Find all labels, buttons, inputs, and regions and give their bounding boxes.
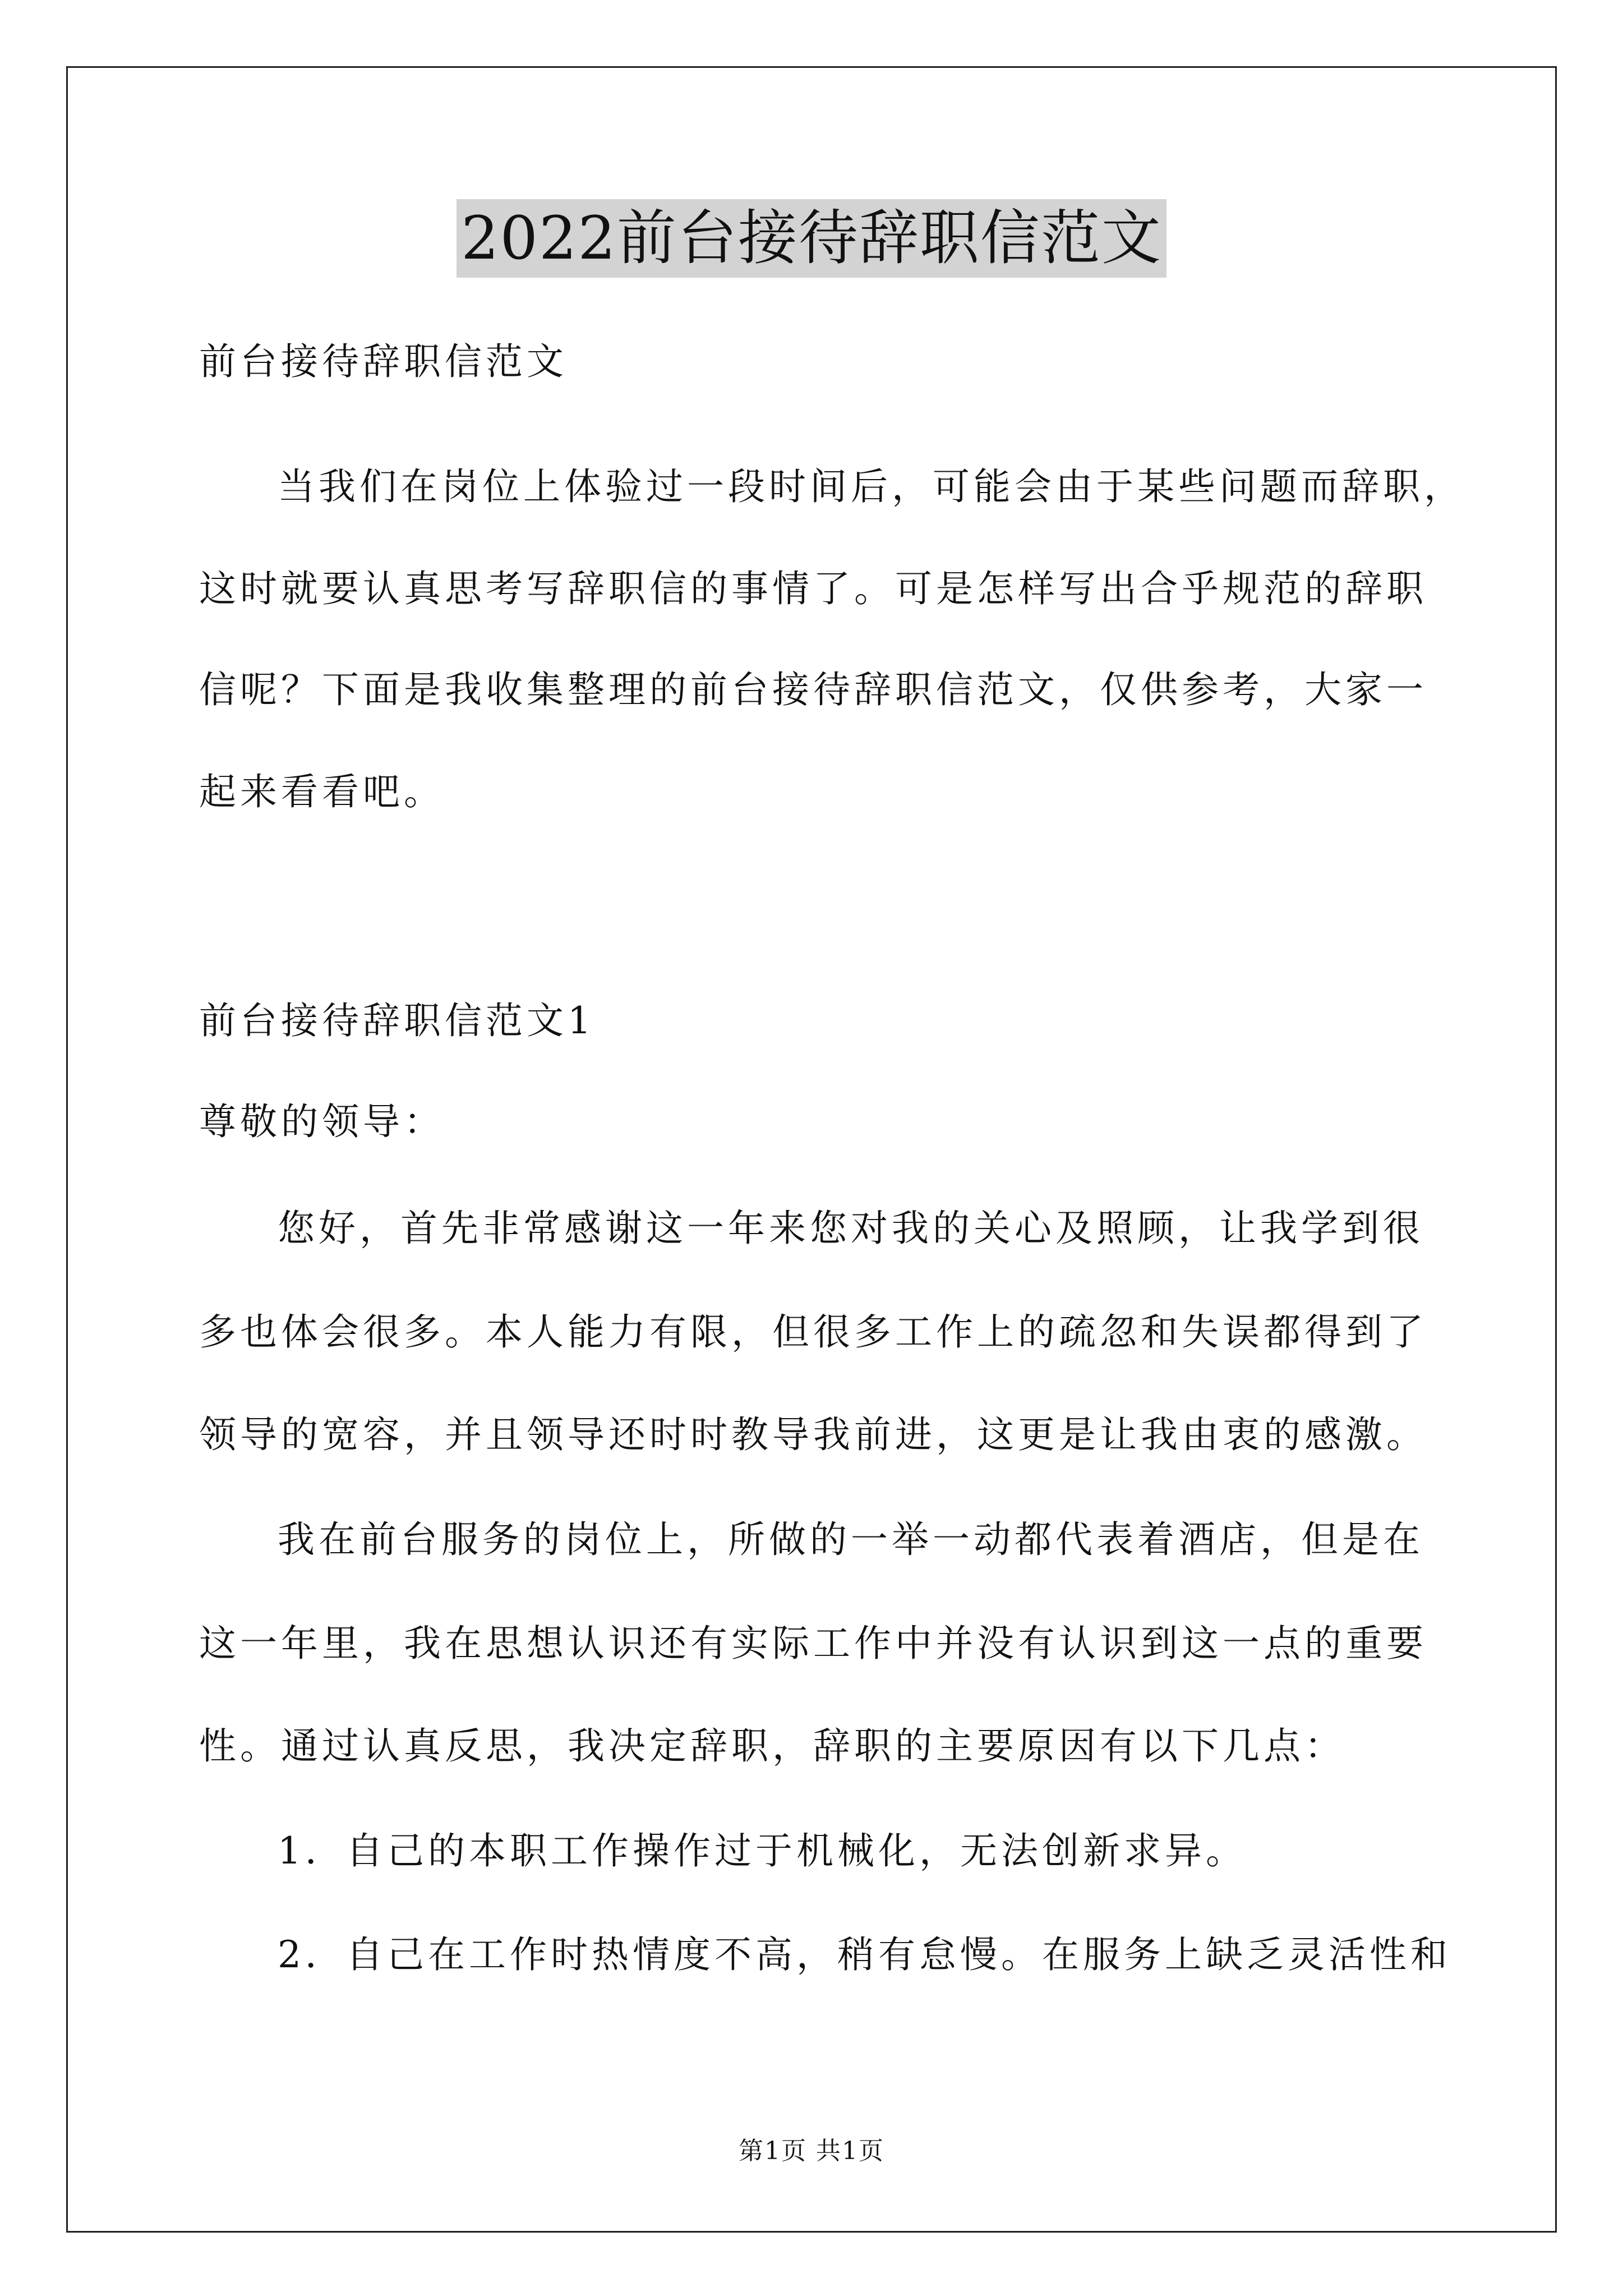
paragraph-line: 性。通过认真反思，我决定辞职，辞职的主要原因有以下几点： (199, 1724, 1345, 1768)
section-heading: 前台接待辞职信范文1 (199, 999, 595, 1042)
paragraph-line: 这时就要认真思考写辞职信的事情了。可是怎样写出合乎规范的辞职 (199, 567, 1427, 610)
paragraph-line: 多也体会很多。本人能力有限，但很多工作上的疏忽和失误都得到了 (199, 1310, 1427, 1354)
paragraph-line: 您好，首先非常感谢这一年来您对我的关心及照顾，让我学到很 (278, 1207, 1424, 1250)
paragraph-line: 这一年里，我在思想认识还有实际工作中并没有认识到这一点的重要 (199, 1622, 1427, 1665)
title-container (0, 199, 1623, 278)
paragraph-line: 当我们在岗位上体验过一段时间后，可能会由于某些问题而辞职， (278, 465, 1465, 508)
list-item: 1．自己的本职工作操作过于机械化，无法创新求异。 (278, 1829, 1247, 1872)
paragraph-line: 起来看看吧。 (199, 770, 445, 813)
document-title: 2022前台接待辞职信范文 (457, 199, 1166, 278)
page-footer: 第1页 共1页 (739, 2137, 884, 2165)
list-item: 2．自己在工作时热情度不高，稍有怠慢。在服务上缺乏灵活性和 (278, 1933, 1451, 1976)
paragraph-line: 信呢？下面是我收集整理的前台接待辞职信范文，仅供参考，大家一 (199, 668, 1427, 711)
section-heading: 前台接待辞职信范文 (199, 340, 568, 383)
paragraph-line: 我在前台服务的岗位上，所做的一举一动都代表着酒店，但是在 (278, 1518, 1424, 1561)
paragraph-line: 领导的宽容，并且领导还时时教导我前进，这更是让我由衷的感激。 (199, 1413, 1427, 1456)
salutation: 尊敬的领导： (199, 1100, 445, 1143)
